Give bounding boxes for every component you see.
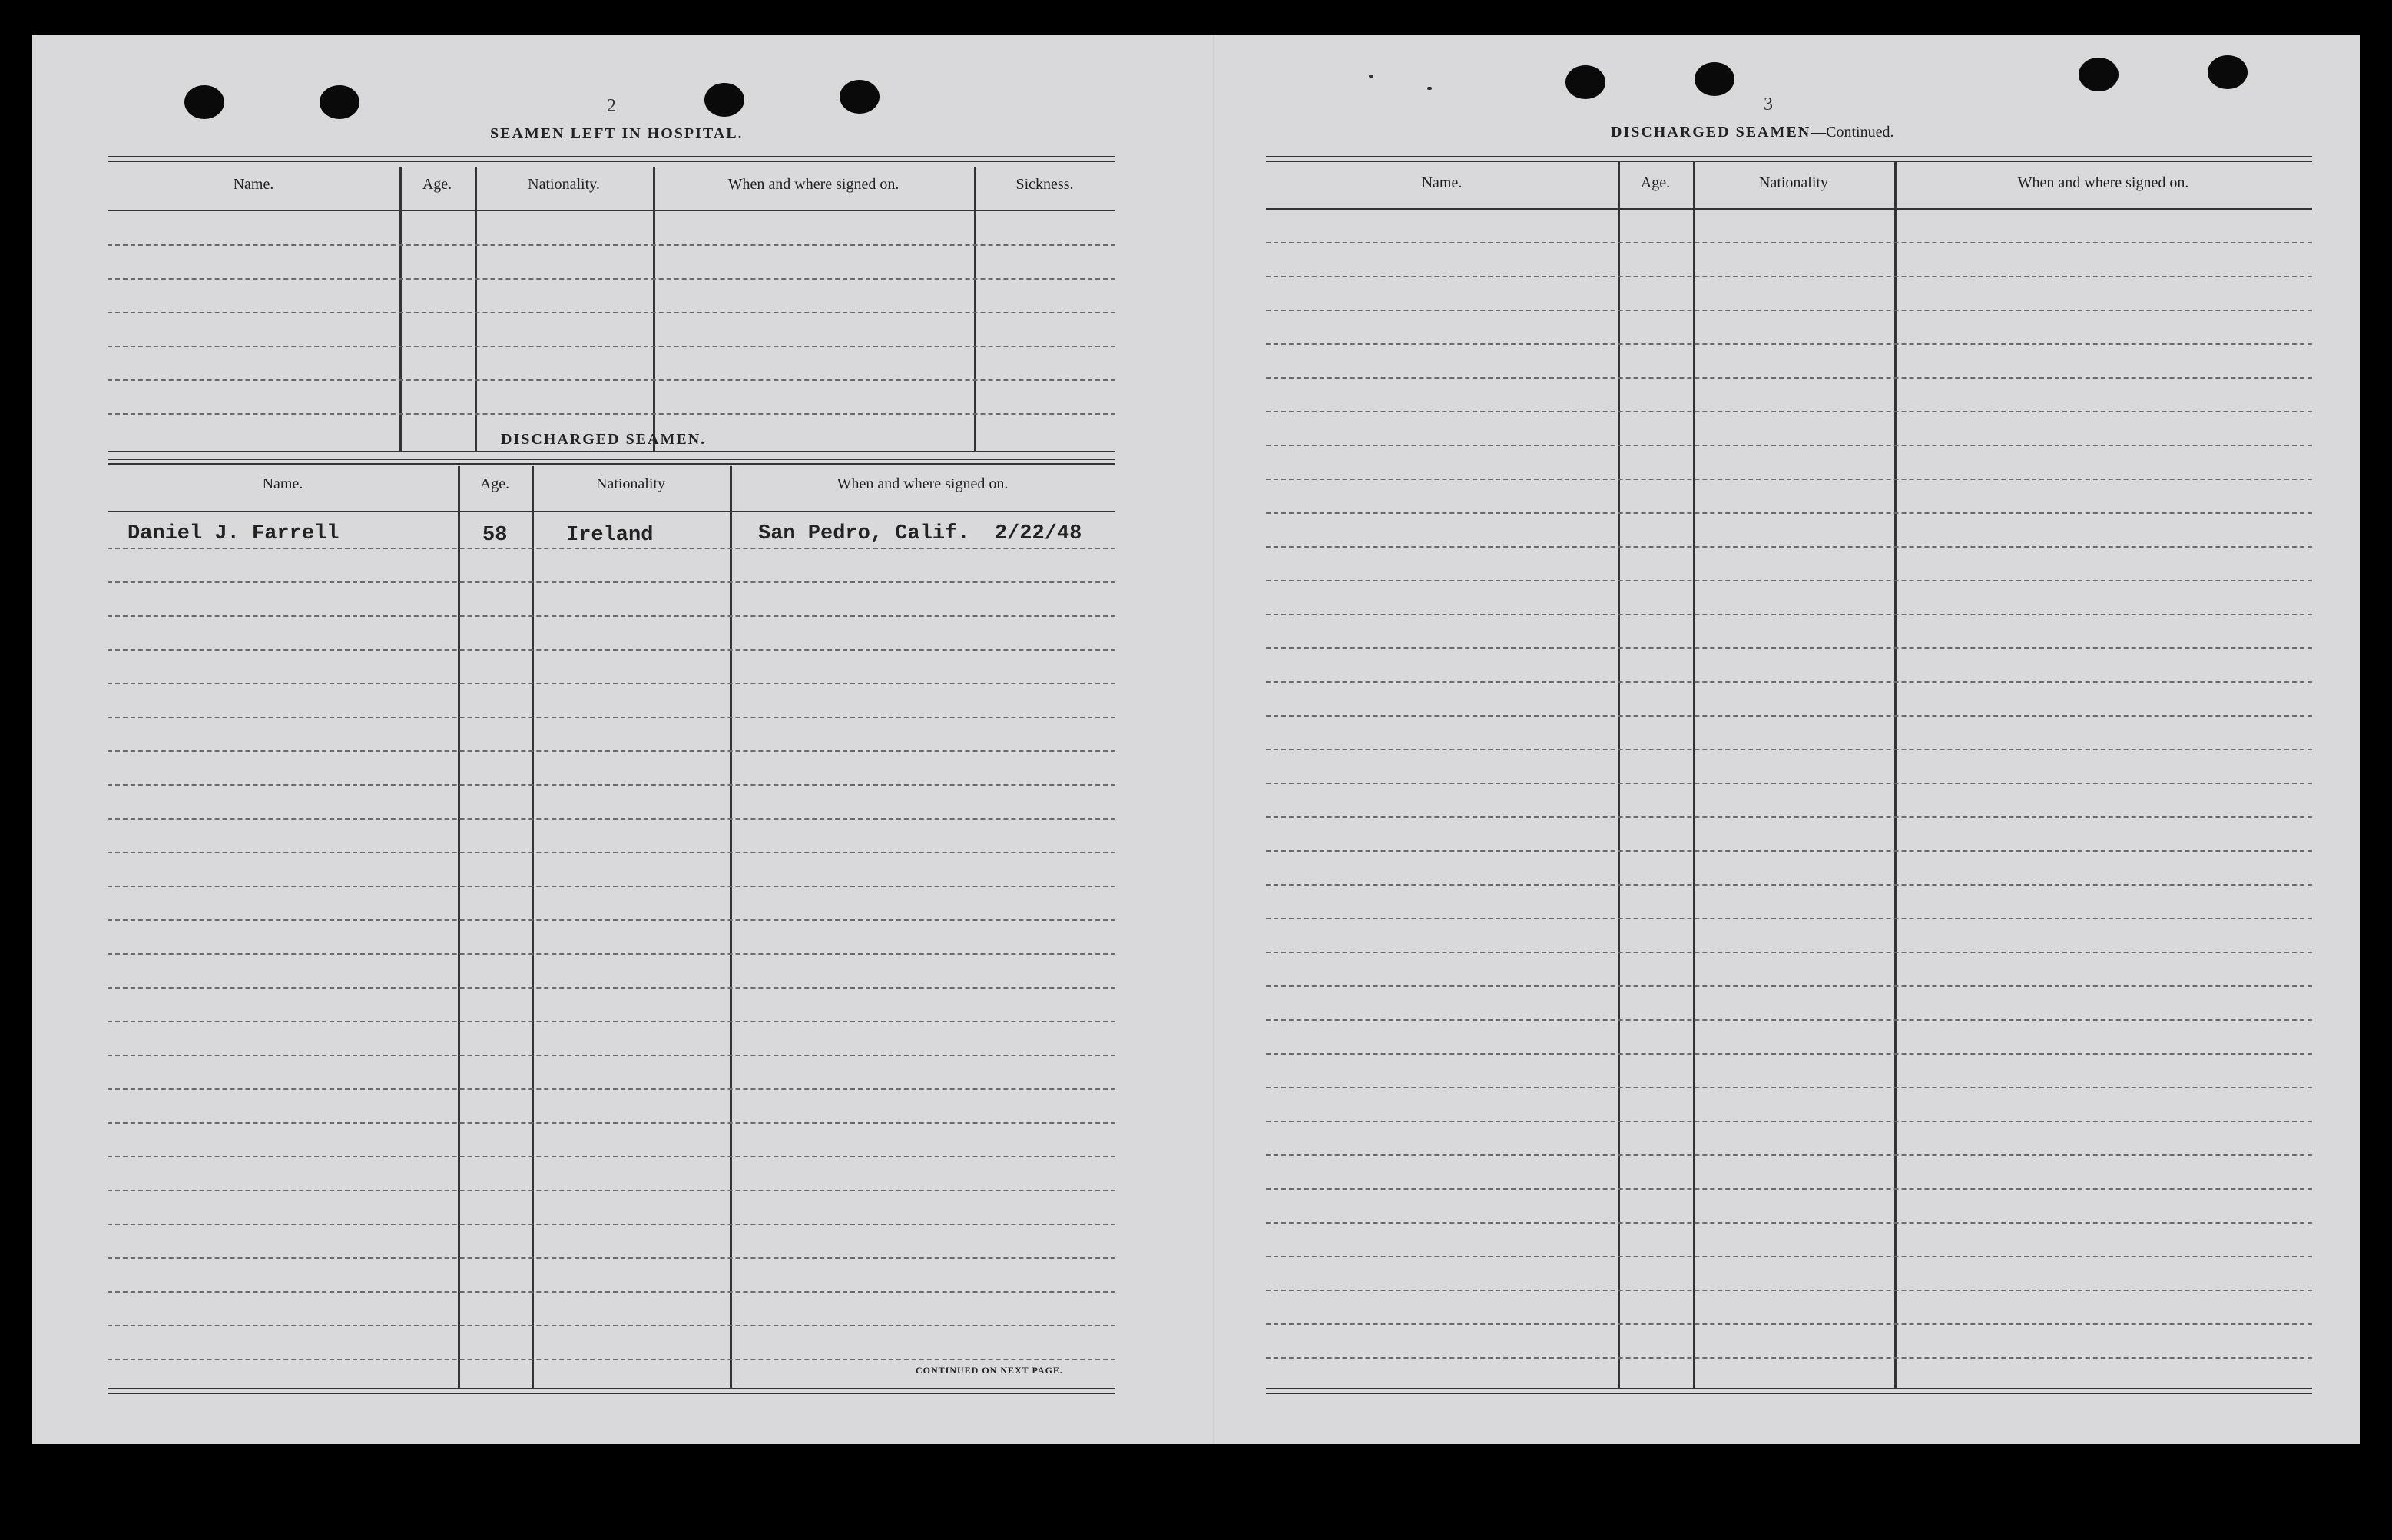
row-rule bbox=[108, 1156, 1115, 1157]
punch-hole bbox=[184, 85, 224, 119]
row-rule bbox=[1266, 1290, 2312, 1291]
hospital-bottom-rule bbox=[108, 451, 1115, 452]
row-rule bbox=[108, 581, 1115, 583]
hospital-header-signed-on: When and where signed on. bbox=[727, 176, 899, 193]
row-rule bbox=[108, 987, 1115, 989]
discharged-header-nationality: Nationality bbox=[596, 475, 665, 492]
hospital-header-age: Age. bbox=[422, 176, 452, 193]
row-rule bbox=[108, 1122, 1115, 1124]
row-rule bbox=[1266, 749, 2312, 750]
discharged-col-divider bbox=[458, 466, 460, 1388]
punch-hole bbox=[1565, 65, 1605, 99]
row-rule bbox=[108, 852, 1115, 853]
continued-header-rule bbox=[1266, 208, 2312, 210]
row-rule bbox=[108, 278, 1115, 280]
hospital-col-divider bbox=[653, 167, 655, 451]
row-rule bbox=[1266, 1222, 2312, 1224]
page-number-left: 2 bbox=[607, 96, 616, 116]
speck bbox=[1427, 87, 1432, 90]
row-rule bbox=[1266, 850, 2312, 852]
continued-top-rule bbox=[1266, 156, 2312, 162]
document-sheet bbox=[32, 35, 2360, 1444]
row-rule bbox=[1266, 242, 2312, 243]
row-rule bbox=[1266, 276, 2312, 277]
punch-hole bbox=[320, 85, 359, 119]
row-rule bbox=[108, 346, 1115, 347]
row-rule bbox=[1266, 1087, 2312, 1088]
row-rule bbox=[1266, 1121, 2312, 1122]
punch-hole bbox=[2079, 58, 2119, 91]
page-number-right: 3 bbox=[1764, 94, 1773, 114]
discharged-header-name: Name. bbox=[262, 475, 303, 492]
row-rule bbox=[1266, 343, 2312, 345]
row-rule bbox=[108, 1021, 1115, 1022]
row-rule bbox=[108, 683, 1115, 684]
continued-section-title bbox=[1611, 124, 1894, 141]
punch-hole bbox=[2208, 55, 2248, 89]
row-rule bbox=[1266, 377, 2312, 379]
discharged-header-age: Age. bbox=[479, 475, 510, 492]
row-rule bbox=[1266, 783, 2312, 784]
discharged-top-rule bbox=[108, 459, 1115, 465]
row-rule bbox=[1266, 546, 2312, 548]
row-rule bbox=[108, 886, 1115, 887]
speck bbox=[1369, 75, 1373, 78]
discharged-section-title: DISCHARGED SEAMEN. bbox=[501, 431, 707, 448]
hospital-col-divider bbox=[399, 167, 402, 451]
hospital-header-name: Name. bbox=[233, 176, 274, 193]
row-rule bbox=[1266, 1323, 2312, 1325]
continued-header-age: Age. bbox=[1640, 174, 1671, 191]
row-rule bbox=[1266, 1188, 2312, 1190]
continued-footer: CONTINUED ON NEXT PAGE. bbox=[916, 1365, 1063, 1376]
row-rule bbox=[108, 413, 1115, 415]
continued-col-divider bbox=[1894, 162, 1897, 1388]
row-rule bbox=[108, 1257, 1115, 1259]
punch-hole bbox=[704, 83, 744, 117]
row-rule bbox=[1266, 1154, 2312, 1156]
row-rule bbox=[1266, 1053, 2312, 1055]
row-rule bbox=[1266, 310, 2312, 311]
row-rule bbox=[108, 379, 1115, 381]
discharged-header-rule bbox=[108, 511, 1115, 512]
row-rule bbox=[108, 615, 1115, 617]
continued-header-name: Name. bbox=[1421, 174, 1463, 191]
continued-col-divider bbox=[1693, 162, 1695, 1388]
discharged-header-signed-on: When and where signed on. bbox=[837, 475, 1009, 492]
row-rule bbox=[1266, 445, 2312, 446]
hospital-top-rule bbox=[108, 156, 1115, 162]
row-rule bbox=[1266, 1357, 2312, 1359]
row-rule bbox=[108, 1190, 1115, 1191]
row-rule bbox=[108, 1088, 1115, 1090]
row-rule bbox=[1266, 614, 2312, 615]
hospital-col-divider bbox=[475, 167, 477, 451]
discharged-row-age: 58 bbox=[482, 524, 508, 547]
punch-hole bbox=[1695, 62, 1734, 96]
row-rule bbox=[108, 818, 1115, 820]
discharged-col-divider bbox=[730, 466, 732, 1388]
row-rule bbox=[108, 1224, 1115, 1225]
row-rule bbox=[1266, 411, 2312, 412]
continued-col-divider bbox=[1618, 162, 1620, 1388]
row-rule bbox=[1266, 647, 2312, 649]
hospital-header-nationality: Nationality. bbox=[528, 176, 600, 193]
row-rule bbox=[1266, 681, 2312, 683]
continued-title-suffix: —Continued. bbox=[1811, 124, 1894, 141]
row-rule bbox=[1266, 816, 2312, 818]
row-rule bbox=[108, 953, 1115, 955]
row-rule bbox=[1266, 884, 2312, 886]
discharged-row-name: Daniel J. Farrell bbox=[128, 522, 340, 545]
row-rule bbox=[108, 750, 1115, 752]
row-rule bbox=[108, 784, 1115, 786]
row-rule bbox=[108, 1055, 1115, 1056]
row-rule bbox=[108, 312, 1115, 313]
row-rule bbox=[1266, 512, 2312, 514]
row-rule bbox=[108, 649, 1115, 651]
continued-bottom-rule bbox=[1266, 1388, 2312, 1394]
row-rule bbox=[1266, 580, 2312, 581]
continued-header-signed-on: When and where signed on. bbox=[2017, 174, 2189, 191]
row-rule bbox=[1266, 1256, 2312, 1257]
row-rule bbox=[1266, 1019, 2312, 1021]
row-rule bbox=[108, 244, 1115, 246]
hospital-header-rule bbox=[108, 210, 1115, 211]
row-rule bbox=[108, 1359, 1115, 1360]
row-rule bbox=[108, 1325, 1115, 1326]
row-rule bbox=[108, 717, 1115, 718]
discharged-bottom-rule bbox=[108, 1388, 1115, 1394]
row-rule bbox=[1266, 715, 2312, 717]
row-rule bbox=[1266, 952, 2312, 953]
punch-hole bbox=[840, 80, 880, 114]
row-rule bbox=[1266, 985, 2312, 987]
row-rule bbox=[108, 1291, 1115, 1293]
hospital-header-sickness: Sickness. bbox=[1015, 176, 1074, 193]
row-rule bbox=[108, 548, 1115, 549]
discharged-row-nationality: Ireland bbox=[566, 524, 654, 547]
row-rule bbox=[1266, 479, 2312, 480]
hospital-col-divider bbox=[974, 167, 976, 451]
hospital-section-title: SEAMEN LEFT IN HOSPITAL. bbox=[490, 125, 744, 142]
page-fold bbox=[1213, 35, 1214, 1444]
discharged-row-signed-on: San Pedro, Calif. 2/22/48 bbox=[758, 522, 1082, 545]
continued-header-nationality: Nationality bbox=[1759, 174, 1828, 191]
discharged-col-divider bbox=[532, 466, 534, 1388]
row-rule bbox=[1266, 918, 2312, 919]
row-rule bbox=[108, 919, 1115, 921]
continued-title-main: DISCHARGED SEAMEN bbox=[1611, 124, 1811, 141]
